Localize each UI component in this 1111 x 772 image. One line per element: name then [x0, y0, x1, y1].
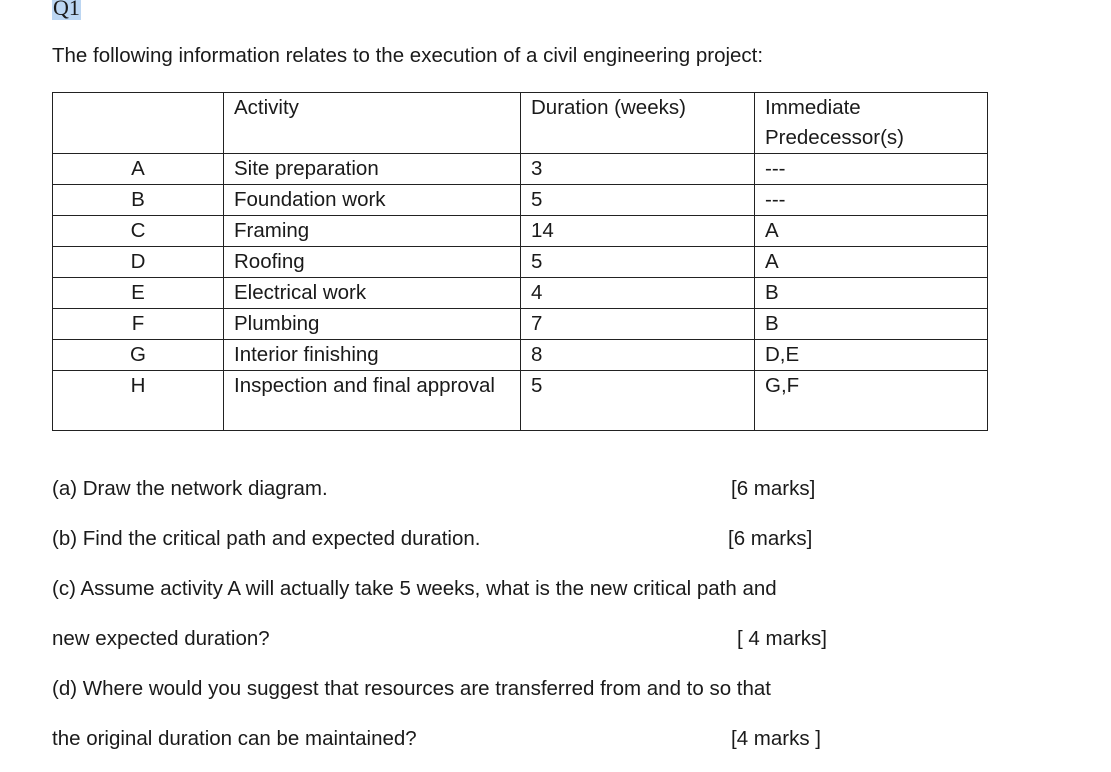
- table-cell: Electrical work: [224, 278, 521, 309]
- table-cell: B: [53, 185, 224, 216]
- table-cell: 14: [521, 216, 755, 247]
- table-row: [53, 309, 988, 340]
- table-cell: C: [53, 216, 224, 247]
- table-row: [53, 216, 988, 247]
- table-cell: B: [755, 309, 988, 340]
- table-cell: A: [755, 247, 988, 278]
- table-cell: D,E: [755, 340, 988, 371]
- table-cell: H: [53, 371, 224, 431]
- table-row: [53, 278, 988, 309]
- question-d-line1: (d) Where would you suggest that resources are transferred from and to so that: [52, 677, 771, 700]
- table-cell: 3: [521, 154, 755, 185]
- question-d-marks: [4 marks ]: [731, 727, 821, 750]
- question-c-line1: (c) Assume activity A will actually take 5 weeks, what is the new critical path and: [52, 577, 777, 600]
- table-cell: 8: [521, 340, 755, 371]
- question-c-line2: new expected duration?: [52, 627, 270, 650]
- table-cell: 5: [521, 185, 755, 216]
- question-b-marks: [6 marks]: [728, 527, 813, 550]
- table-cell: A: [755, 216, 988, 247]
- table-cell: G,F: [755, 371, 988, 431]
- table-cell: Roofing: [224, 247, 521, 278]
- header-cell-activity: Activity: [224, 93, 521, 154]
- table-row: [53, 185, 988, 216]
- table-cell: ---: [755, 154, 988, 185]
- activity-table: [52, 92, 988, 431]
- question-b: (b) Find the critical path and expected duration.: [52, 527, 481, 550]
- question-c-marks: [ 4 marks]: [737, 627, 827, 650]
- table-header-row: [53, 93, 988, 154]
- table-cell: G: [53, 340, 224, 371]
- table-row: [53, 340, 988, 371]
- table-cell: ---: [755, 185, 988, 216]
- table-cell: E: [53, 278, 224, 309]
- table-cell: F: [53, 309, 224, 340]
- table-cell: 5: [521, 247, 755, 278]
- table-cell: Inspection and final approval: [224, 371, 521, 431]
- table-cell: Framing: [224, 216, 521, 247]
- question-a-marks: [6 marks]: [731, 477, 816, 500]
- table-cell: Site preparation: [224, 154, 521, 185]
- table-row: [53, 247, 988, 278]
- table-cell: 7: [521, 309, 755, 340]
- table-cell: Interior finishing: [224, 340, 521, 371]
- question-a: (a) Draw the network diagram.: [52, 477, 328, 500]
- table-cell: 4: [521, 278, 755, 309]
- table-cell: D: [53, 247, 224, 278]
- header-cell-predecessors: Immediate Predecessor(s): [755, 93, 988, 154]
- table-cell: A: [53, 154, 224, 185]
- table-row: [53, 154, 988, 185]
- table-cell: B: [755, 278, 988, 309]
- table-row: [53, 371, 988, 431]
- question-number: Q1: [52, 0, 81, 20]
- table-cell: 5: [521, 371, 755, 431]
- header-cell-blank: [53, 93, 224, 154]
- question-d-line2: the original duration can be maintained?: [52, 727, 417, 750]
- table-cell: Plumbing: [224, 309, 521, 340]
- intro-text: The following information relates to the execution of a civil engineering project:: [52, 44, 764, 67]
- table-cell: Foundation work: [224, 185, 521, 216]
- header-cell-duration: Duration (weeks): [521, 93, 755, 154]
